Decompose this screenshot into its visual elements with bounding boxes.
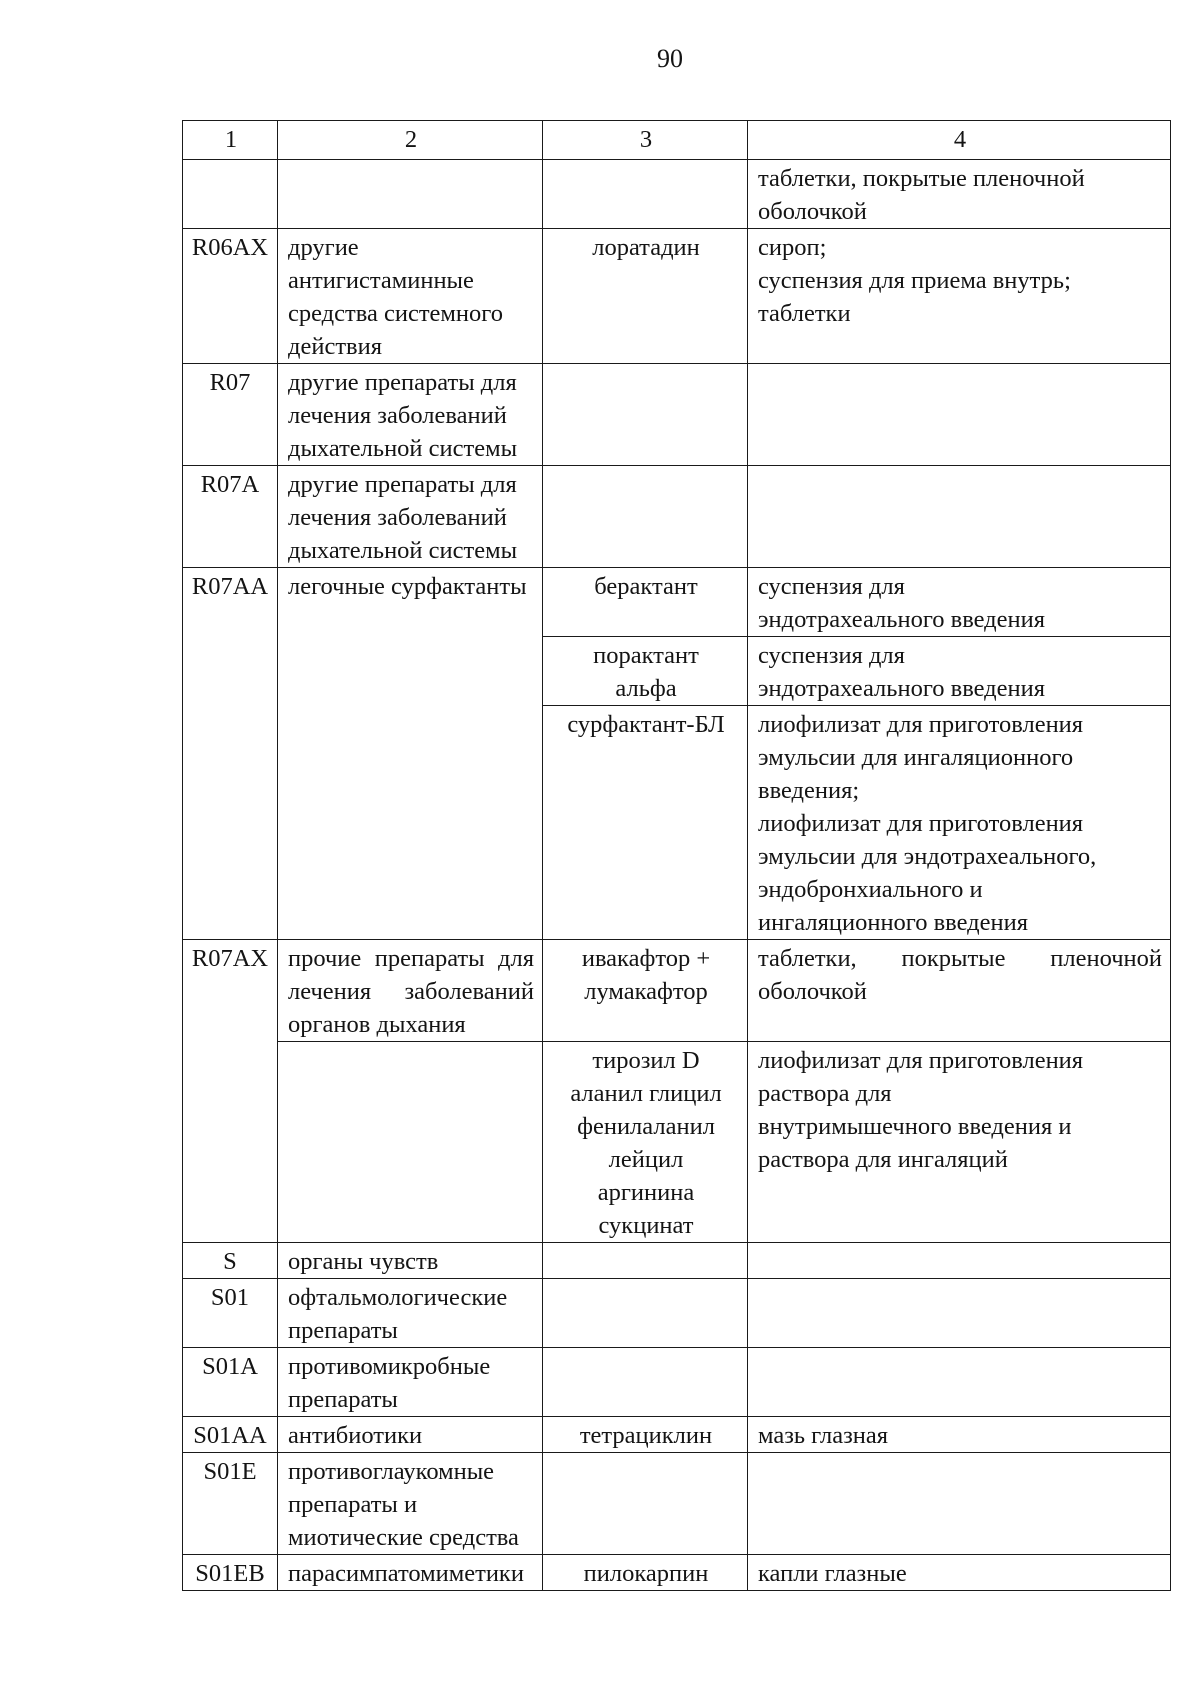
drug-cell	[543, 364, 748, 466]
column-header: 1	[183, 121, 278, 160]
dosage-form-cell: сироп; суспензия для приема внутрь; таблетки	[748, 229, 1171, 364]
table-row	[183, 940, 1171, 1042]
group-cell: легочные сурфактанты	[278, 568, 543, 940]
table-row	[183, 364, 1171, 466]
drug-cell: лоратадин	[543, 229, 748, 364]
column-header: 4	[748, 121, 1171, 160]
drug-cell: тирозил D аланил глицил фенилаланил лейцил аргинина сукцинат	[543, 1042, 748, 1243]
table-row	[183, 229, 1171, 364]
atc-code-cell: S01EB	[183, 1555, 278, 1591]
drug-cell	[543, 1279, 748, 1348]
table-header-row	[183, 121, 1171, 160]
dosage-form-cell	[748, 466, 1171, 568]
drug-cell: берактант	[543, 568, 748, 637]
table-row	[183, 568, 1171, 637]
table-row	[183, 1417, 1171, 1453]
atc-code-cell	[183, 160, 278, 229]
page-number: 90	[657, 44, 683, 73]
group-cell	[278, 1042, 543, 1243]
drug-cell: тетрациклин	[543, 1417, 748, 1453]
drug-cell: пилокарпин	[543, 1555, 748, 1591]
dosage-form-cell: капли глазные	[748, 1555, 1171, 1591]
group-cell	[278, 160, 543, 229]
dosage-form-cell	[748, 1243, 1171, 1279]
drug-table	[182, 120, 1171, 1591]
drug-cell: сурфактант-БЛ	[543, 706, 748, 940]
drug-cell: ивакафтор + лумакафтор	[543, 940, 748, 1042]
table-row	[183, 1555, 1171, 1591]
dosage-form-cell	[748, 1348, 1171, 1417]
dosage-form-cell: таблетки, покрытые пленочной оболочкой	[748, 160, 1171, 229]
atc-code-cell: R07AA	[183, 568, 278, 940]
table-row	[183, 1453, 1171, 1555]
group-cell: парасимпатомиметики	[278, 1555, 543, 1591]
group-cell: прочие препараты для лечения заболеваний органов дыхания	[278, 940, 543, 1042]
group-cell: антибиотики	[278, 1417, 543, 1453]
drug-cell	[543, 1453, 748, 1555]
group-cell: органы чувств	[278, 1243, 543, 1279]
atc-code-cell: S01E	[183, 1453, 278, 1555]
group-cell: другие антигистаминные средства системного действия	[278, 229, 543, 364]
atc-code-cell: S	[183, 1243, 278, 1279]
dosage-form-cell	[748, 1279, 1171, 1348]
atc-code-cell: S01A	[183, 1348, 278, 1417]
atc-code-cell: R07	[183, 364, 278, 466]
table-row	[183, 1279, 1171, 1348]
dosage-form-cell: таблетки, покрытые пленочной оболочкой	[748, 940, 1171, 1042]
dosage-form-cell: лиофилизат для приготовления раствора для внутримышечного введения и раствора для ингаляций	[748, 1042, 1171, 1243]
drug-cell	[543, 160, 748, 229]
table-row	[183, 1243, 1171, 1279]
dosage-form-cell	[748, 364, 1171, 466]
table-row	[183, 160, 1171, 229]
drug-cell	[543, 466, 748, 568]
dosage-form-cell: суспензия для эндотрахеального введения	[748, 568, 1171, 637]
atc-code-cell: S01	[183, 1279, 278, 1348]
atc-code-cell: R06AX	[183, 229, 278, 364]
group-cell: офтальмологические препараты	[278, 1279, 543, 1348]
atc-code-cell: R07A	[183, 466, 278, 568]
drug-cell	[543, 1348, 748, 1417]
table-row	[183, 466, 1171, 568]
table-row	[183, 1042, 1171, 1243]
group-cell: другие препараты для лечения заболеваний дыхательной системы	[278, 364, 543, 466]
atc-code-cell: R07AX	[183, 940, 278, 1243]
dosage-form-cell: лиофилизат для приготовления эмульсии для ингаляционного введения; лиофилизат для приготовления эмульсии для эндотрахеального, эндобронхиального и ингаляционного введения	[748, 706, 1171, 940]
drug-cell: порактант альфа	[543, 637, 748, 706]
dosage-form-cell: мазь глазная	[748, 1417, 1171, 1453]
column-header: 3	[543, 121, 748, 160]
dosage-form-cell: суспензия для эндотрахеального введения	[748, 637, 1171, 706]
group-cell: противоглаукомные препараты и миотические средства	[278, 1453, 543, 1555]
column-header: 2	[278, 121, 543, 160]
atc-code-cell: S01AA	[183, 1417, 278, 1453]
dosage-form-cell	[748, 1453, 1171, 1555]
drug-cell	[543, 1243, 748, 1279]
group-cell: противомикробные препараты	[278, 1348, 543, 1417]
table-row	[183, 1348, 1171, 1417]
group-cell: другие препараты для лечения заболеваний дыхательной системы	[278, 466, 543, 568]
